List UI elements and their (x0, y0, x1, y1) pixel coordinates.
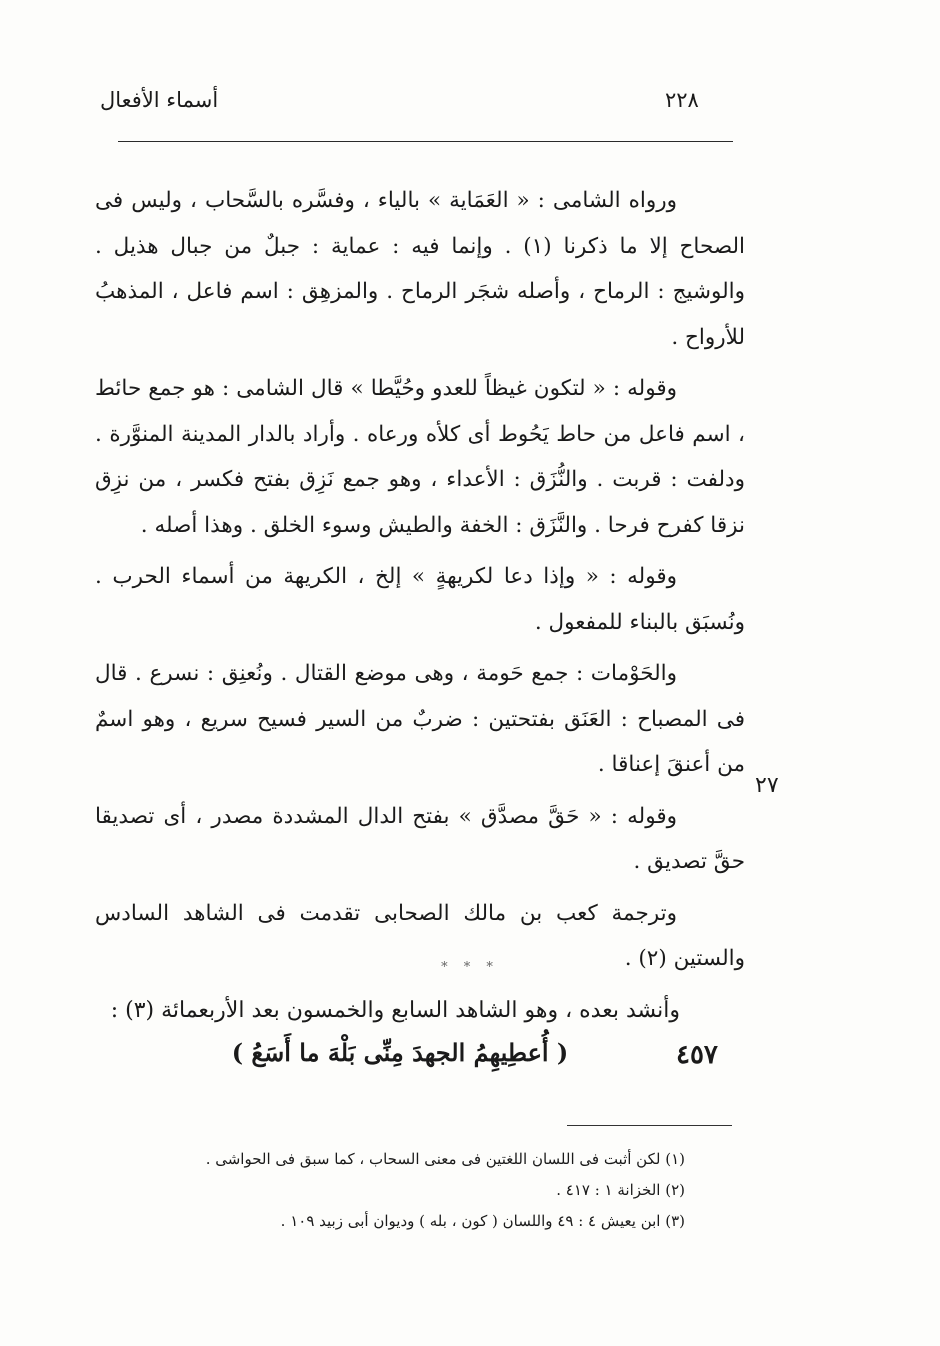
section-separator: * * * (441, 960, 499, 975)
paragraph-3: وقوله : « وإذا دعا لكريهةٍ » إلخ ، الكريهة من أسماء الحرب . ونُسبَق بالبناء للمفعول . (95, 564, 745, 635)
footnote-rule (567, 1125, 732, 1126)
paragraph-5: وقوله : « حَقَّ مصدَّق » بفتح الدال المشددة مصدر ، أى تصديقا حقَّ تصديق . (95, 803, 745, 874)
header-rule (118, 141, 733, 142)
footnote-3: (٣) ابن يعيش ٤ : ٤٩ واللسان ( كون ، بله ) وديوان أبى زبيد ١٠٩ . (280, 1212, 685, 1230)
page-number: ٢٢٨ (665, 88, 699, 112)
witness-number: ٤٥٧ (676, 1040, 718, 1070)
main-text (95, 178, 745, 982)
paragraph-1: ورواه الشامى : « العَمَاية » بالياء ، وفسَّره بالسَّحاب ، وليس فى الصحاح إلا ما ذكرنا (١) . وإنما فيه : عماية : جبلٌ من جبال هذيل . والوشيج : الرماح ، وأصله شجَر الرماح . والمزهِق : اسم فاعل ، المذهبُ للأرواح . (95, 188, 746, 350)
witness-verse: ( أُعطِيهِمُ الجهدَ مِنِّى بَلْهَ ما أَسَعُ ) (231, 1038, 569, 1067)
footnote-2: (٢) الخزانة ١ : ٤١٧ . (556, 1181, 685, 1199)
margin-number: ٢٧ (755, 773, 779, 798)
paragraph-2: وقوله : « لتكون غيظاً للعدو وحُيَّطا » قال الشامى : هو جمع حائط ، اسم فاعل من حاط يَحُوط أى كلأه ورعاه . وأراد بالدار المدينة المنوَّرة . ودلفت : قربت . والنُّزَق : الأعداء ، وهو جمع نَزِق بفتح فكسر ، من نزِق نزقا كفرح فرحا . والنَّزَق : الخفة والطيش وسوء الخلق . وهذا أصله . (95, 376, 745, 538)
running-header-title: أسماء الأفعال (100, 88, 219, 112)
footnote-1: (١) لكن أثبت فى اللسان اللغتين فى معنى السحاب ، كما سبق فى الحواشى . (205, 1150, 685, 1168)
paragraph-4: والحَوْمات : جمع حَومة ، وهى موضع القتال . ونُعنِق : نسرع . قال فى المصباح : العَنَق بفتحتين : ضربٌ من السير فسيح سريع ، وهو اسمٌ من أعنقَ إعناقا . (95, 661, 745, 777)
witness-intro: وأنشد بعده ، وهو الشاهد السابع والخمسون بعد الأربعمائة (٣) : (110, 998, 680, 1023)
paragraph-6: وترجمة كعب بن مالك الصحابى تقدمت فى الشاهد السادس والستين (٢) . (95, 900, 745, 971)
footnotes (150, 1144, 685, 1237)
